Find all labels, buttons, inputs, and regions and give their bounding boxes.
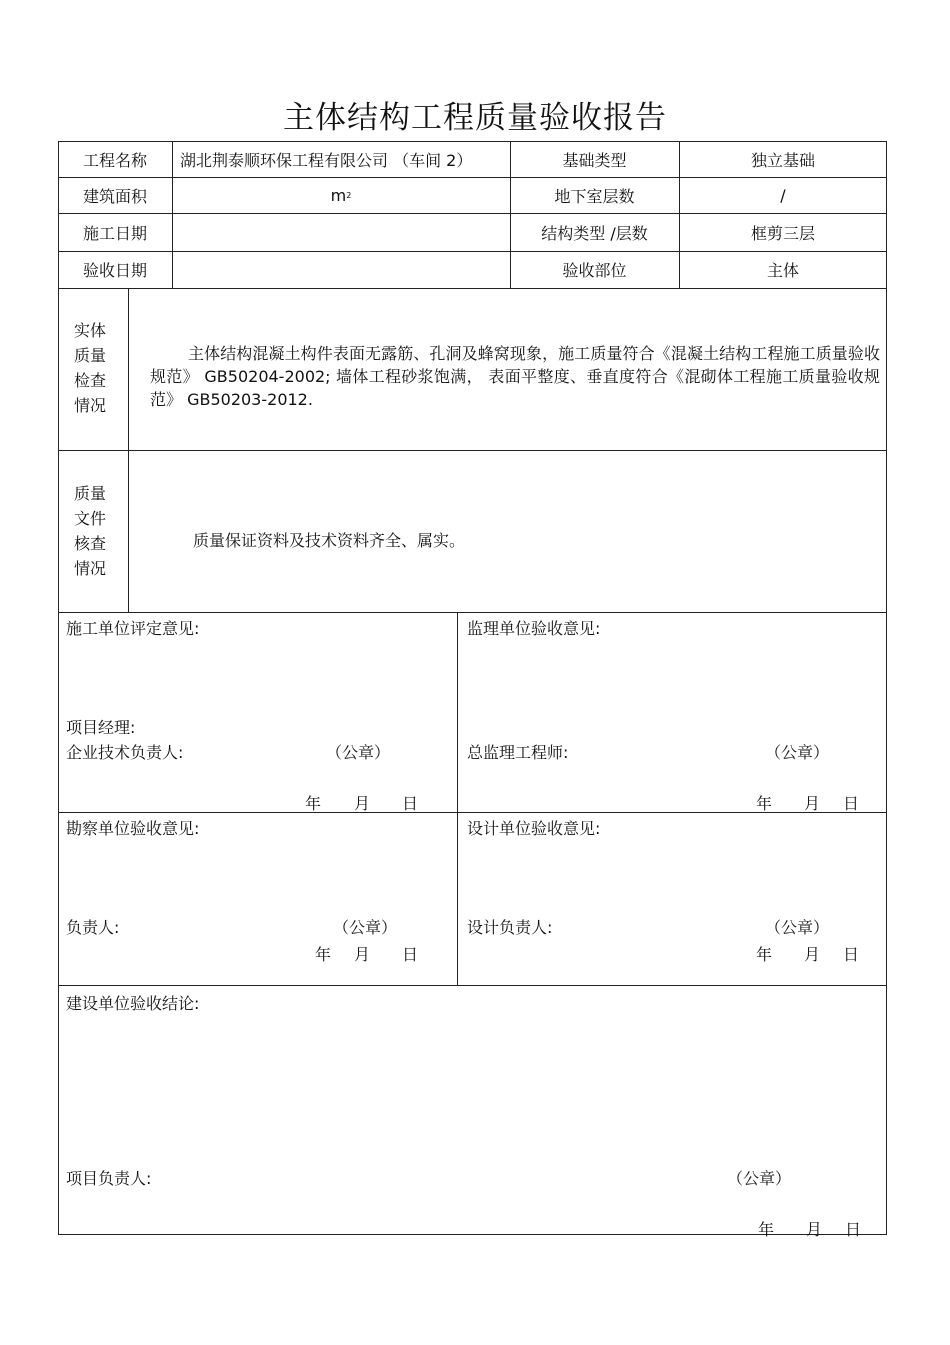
documents-label-line: 核查 <box>73 534 106 553</box>
inspection-label-line: 情况 <box>73 396 106 415</box>
owner-month: 月 <box>806 1220 823 1239</box>
construction-seal: （公章） <box>326 743 391 762</box>
survey-day: 日 <box>402 945 419 964</box>
construction-month: 月 <box>354 794 371 813</box>
foundation-type-value: 独立基础 <box>750 150 815 170</box>
row-divider <box>58 612 887 613</box>
design-unit-heading: 设计单位验收意见: <box>467 819 601 838</box>
owner-day: 日 <box>845 1220 862 1239</box>
documents-label-line: 质量 <box>73 484 106 503</box>
project-name-label: 工程名称 <box>82 150 147 170</box>
column-divider <box>128 288 129 612</box>
supervision-month: 月 <box>804 794 821 813</box>
construction-date-value <box>172 213 510 251</box>
project-manager-label: 项目经理: <box>66 718 136 737</box>
structure-type-value: 框剪三层 <box>750 223 815 243</box>
area-unit: m <box>330 185 347 205</box>
design-month: 月 <box>804 945 821 964</box>
supervision-day: 日 <box>843 794 860 813</box>
owner-year: 年 <box>758 1220 775 1239</box>
building-area-label: 建筑面积 <box>82 186 147 206</box>
documents-label <box>58 481 122 581</box>
row-divider <box>58 450 887 451</box>
inspection-text: 主体结构混凝土构件表面无露筋、孔洞及蜂窝现象，施工质量符合《混凝土结构工程施工质量验收规范》 GB50204-2002; 墙体工程砂浆饱满， 表面平整度、垂直度符合《混砌体工程施工质量验收规范》 GB50203-2012. <box>150 344 880 409</box>
foundation-type-label: 基础类型 <box>562 150 627 170</box>
page-title: 主体结构工程质量验收报告 <box>283 100 667 136</box>
supervision-seal: （公章） <box>765 743 830 762</box>
structure-type-label: 结构类型 /层数 <box>541 223 648 243</box>
inspection-label <box>58 318 122 418</box>
inspection-label-line: 实体 <box>73 321 106 340</box>
tech-lead-label: 企业技术负责人: <box>66 743 184 762</box>
construction-year: 年 <box>305 794 322 813</box>
design-year: 年 <box>756 945 773 964</box>
owner-unit-heading: 建设单位验收结论: <box>66 994 200 1013</box>
construction-unit-heading: 施工单位评定意见: <box>66 619 200 638</box>
building-area-value <box>172 177 510 213</box>
owner-seal: （公章） <box>727 1169 792 1188</box>
supervision-unit-heading: 监理单位验收意见: <box>467 619 601 638</box>
survey-month: 月 <box>354 945 371 964</box>
survey-year: 年 <box>315 945 332 964</box>
documents-label-line: 情况 <box>73 559 106 578</box>
acceptance-part-value: 主体 <box>766 261 799 280</box>
column-divider <box>457 612 458 985</box>
inspection-label-line: 质量 <box>73 346 106 365</box>
row-divider <box>58 985 887 986</box>
report-table <box>58 141 887 1235</box>
area-unit-exponent: 2 <box>346 190 352 200</box>
design-day: 日 <box>843 945 860 964</box>
basement-floors-label: 地下室层数 <box>554 186 635 206</box>
supervision-year: 年 <box>756 794 773 813</box>
design-responsible-label: 设计负责人: <box>467 918 553 937</box>
survey-unit-heading: 勘察单位验收意见: <box>66 819 200 838</box>
acceptance-part-label: 验收部位 <box>562 261 627 280</box>
inspection-label-line: 检查 <box>73 371 106 390</box>
documents-label-line: 文件 <box>73 509 106 528</box>
project-name-value: 湖北荆泰顺环保工程有限公司 （车间 2） <box>180 150 473 170</box>
construction-date-label: 施工日期 <box>82 223 147 243</box>
basement-floors-value: / <box>780 185 786 205</box>
documents-text: 质量保证资料及技术资料齐全、属实。 <box>193 531 466 550</box>
row-divider <box>58 288 887 289</box>
acceptance-date-value <box>172 251 510 288</box>
owner-responsible-label: 项目负责人: <box>66 1169 152 1188</box>
survey-responsible-label: 负责人: <box>66 918 120 937</box>
chief-supervisor-label: 总监理工程师: <box>467 743 569 762</box>
survey-seal: （公章） <box>333 918 398 937</box>
acceptance-date-label: 验收日期 <box>82 261 147 280</box>
design-seal: （公章） <box>765 918 830 937</box>
construction-day: 日 <box>402 794 419 813</box>
